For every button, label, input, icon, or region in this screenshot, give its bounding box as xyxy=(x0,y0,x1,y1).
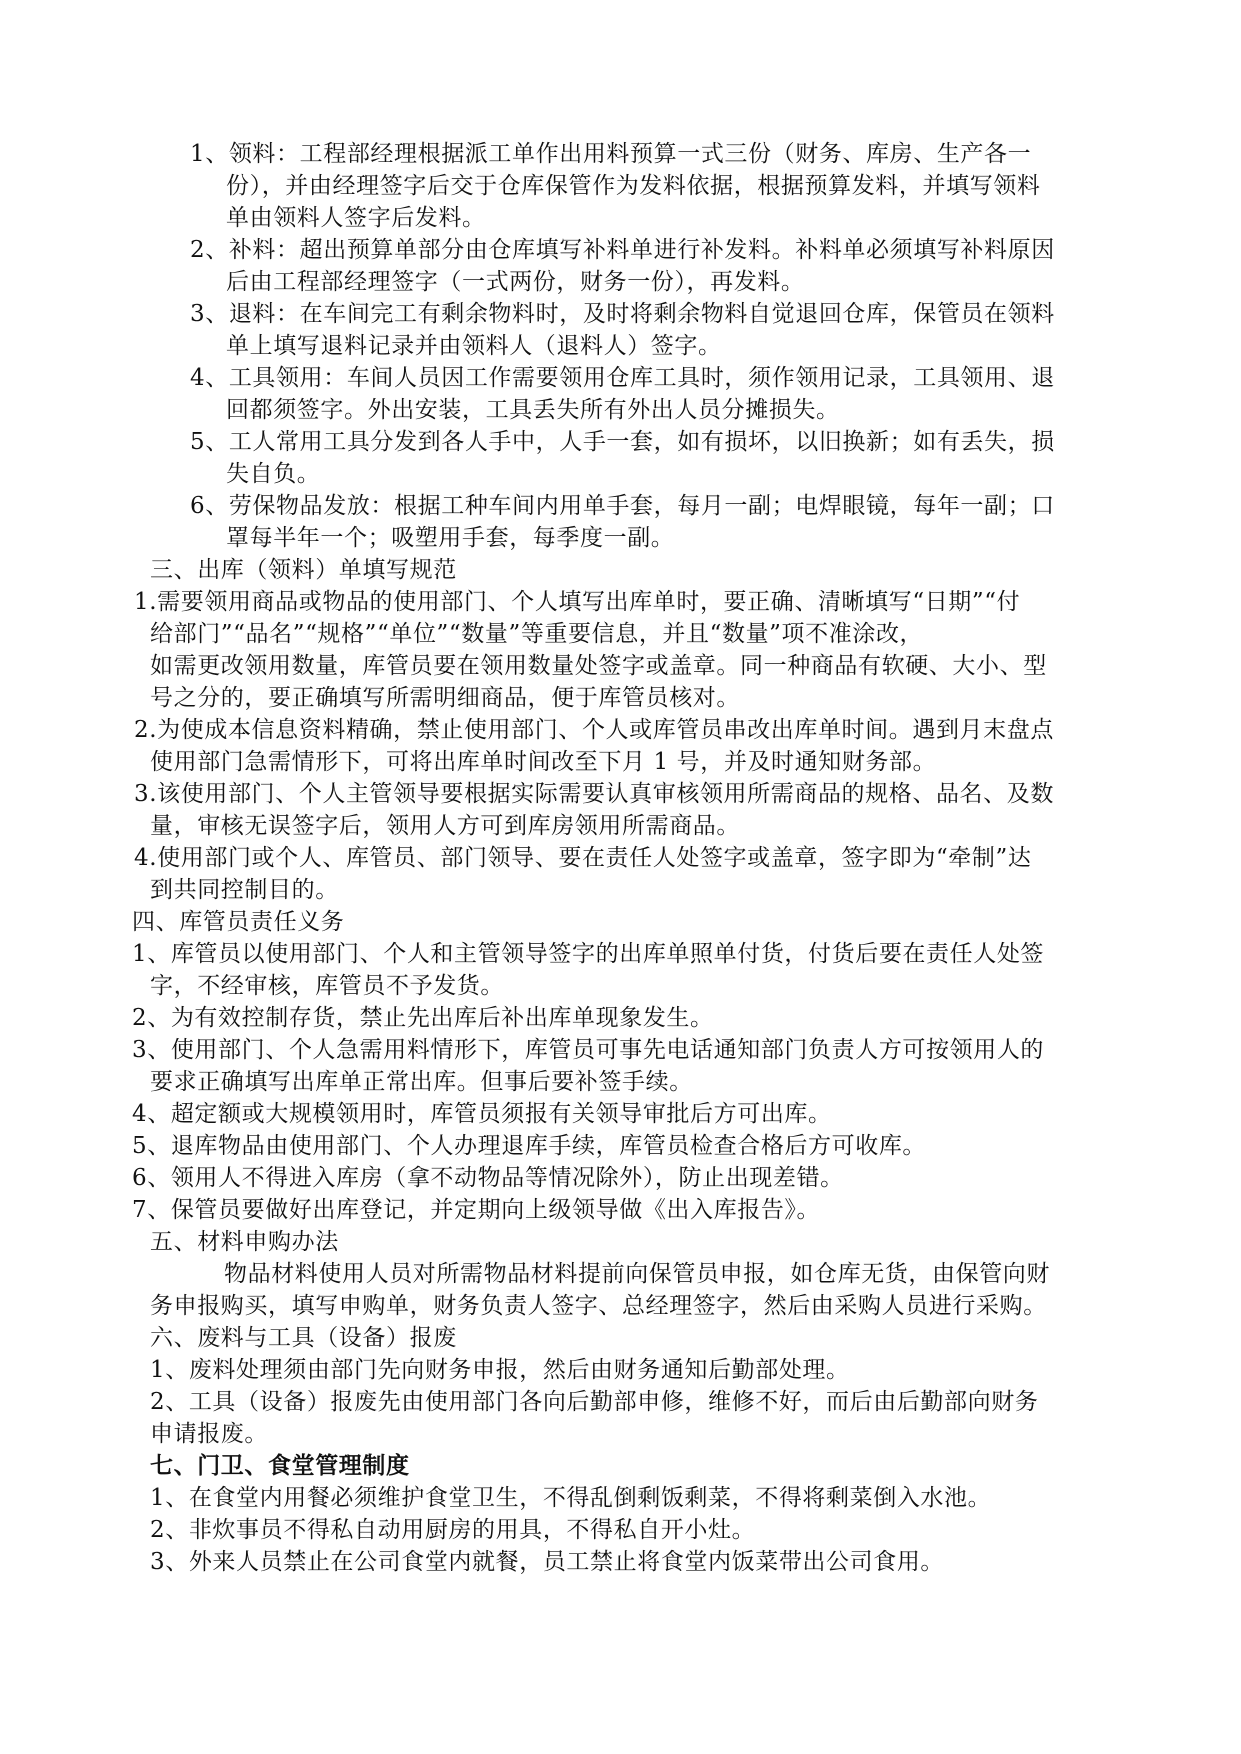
text-line: 3、外来人员禁止在公司食堂内就餐，员工禁止将食堂内饭菜带出公司食用。 xyxy=(150,1549,945,1575)
text-line: 3.该使用部门、个人主管领导要根据实际需要认真审核领用所需商品的规格、品名、及数 xyxy=(134,781,1054,807)
text-line: 2、工具（设备）报废先由使用部门各向后勤部申修，维修不好，而后由后勤部向财务 xyxy=(150,1389,1039,1415)
text-line: 7、保管员要做好出库登记，并定期向上级领导做《出入库报告》。 xyxy=(132,1197,821,1223)
text-line: 1、在食堂内用餐必须维护食堂卫生，不得乱倒剩饭剩菜，不得将剩菜倒入水池。 xyxy=(150,1485,992,1511)
text-line: 回都须签字。外出安装，工具丢失所有外出人员分摊损失。 xyxy=(226,397,840,423)
text-line: 号之分的，要正确填写所需明细商品，便于库管员核对。 xyxy=(150,685,740,711)
text-line: 物品材料使用人员对所需物品材料提前向保管员申报，如仓库无货，由保管向财 xyxy=(224,1261,1050,1287)
text-line: 3、使用部门、个人急需用料情形下，库管员可事先电话通知部门负责人方可按领用人的 xyxy=(132,1037,1045,1063)
section-heading: 五、材料申购办法 xyxy=(150,1229,339,1255)
section-heading: 六、废料与工具（设备）报废 xyxy=(150,1325,457,1351)
text-line: 失自负。 xyxy=(226,461,321,487)
text-line: 使用部门急需情形下，可将出库单时间改至下月 1 号，并及时通知财务部。 xyxy=(150,749,937,775)
text-line: 到共同控制目的。 xyxy=(150,877,339,903)
section-heading: 三、出库（领料）单填写规范 xyxy=(150,557,457,583)
text-line: 2、补料：超出预算单部分由仓库填写补料单进行补发料。补料单必须填写补料原因 xyxy=(190,237,1055,263)
text-line: 1、领料：工程部经理根据派工单作出用料预算一式三份（财务、库房、生产各一 xyxy=(190,141,1032,167)
text-line: 2、非炊事员不得私自动用厨房的用具，不得私自开小灶。 xyxy=(150,1517,756,1543)
text-line: 单上填写退料记录并由领料人（退料人）签字。 xyxy=(226,333,722,359)
text-line: 6、领用人不得进入库房（拿不动物品等情况除外），防止出现差错。 xyxy=(132,1165,844,1191)
text-line: 3、退料：在车间完工有剩余物料时，及时将剩余物料自觉退回仓库，保管员在领料 xyxy=(190,301,1055,327)
text-line: 如需更改领用数量，库管员要在领用数量处签字或盖章。同一种商品有软硬、大小、型 xyxy=(150,653,1047,679)
text-line: 5、退库物品由使用部门、个人办理退库手续，库管员检查合格后方可收库。 xyxy=(132,1133,927,1159)
text-line: 务申报购买，填写申购单，财务负责人签字、总经理签字，然后由采购人员进行采购。 xyxy=(150,1293,1047,1319)
text-line: 5、工人常用工具分发到各人手中，人手一套，如有损坏，以旧换新；如有丢失，损 xyxy=(190,429,1055,455)
text-line: 份），并由经理签字后交于仓库保管作为发料依据，根据预算发料，并填写领料 xyxy=(226,173,1041,199)
section-heading: 四、库管员责任义务 xyxy=(132,909,345,935)
text-line: 申请报废。 xyxy=(150,1421,268,1447)
text-line: 2.为使成本信息资料精确，禁止使用部门、个人或库管员串改出库单时间。遇到月末盘点 xyxy=(134,717,1054,743)
text-line: 量，审核无误签字后，领用人方可到库房领用所需商品。 xyxy=(150,813,740,839)
text-line: 2、为有效控制存货，禁止先出库后补出库单现象发生。 xyxy=(132,1005,714,1031)
text-line: 6、劳保物品发放：根据工种车间内用单手套，每月一副；电焊眼镜，每年一副；口 xyxy=(190,493,1055,519)
text-line: 4、工具领用：车间人员因工作需要领用仓库工具时，须作领用记录，工具领用、退 xyxy=(190,365,1055,391)
text-line: 4、超定额或大规模领用时，库管员须报有关领导审批后方可出库。 xyxy=(132,1101,832,1127)
text-line: 1、库管员以使用部门、个人和主管领导签字的出库单照单付货，付货后要在责任人处签 xyxy=(132,941,1045,967)
text-line: 给部门”“品名”“规格”“单位”“数量”等重要信息，并且“数量”项不准涂改， xyxy=(150,621,924,647)
text-line: 字，不经审核，库管员不予发货。 xyxy=(150,973,504,999)
text-line: 1、废料处理须由部门先向财务申报，然后由财务通知后勤部处理。 xyxy=(150,1357,850,1383)
text-line: 后由工程部经理签字（一式两份，财务一份），再发料。 xyxy=(226,269,805,295)
text-line: 罩每半年一个；吸塑用手套，每季度一副。 xyxy=(226,525,675,551)
text-line: 4.使用部门或个人、库管员、部门领导、要在责任人处签字或盖章，签字即为“牵制”达 xyxy=(134,845,1032,871)
text-line: 单由领料人签字后发料。 xyxy=(226,205,486,231)
text-line: 要求正确填写出库单正常出库。但事后要补签手续。 xyxy=(150,1069,693,1095)
section-heading: 七、门卫、食堂管理制度 xyxy=(150,1452,410,1479)
text-line: 1.需要领用商品或物品的使用部门、个人填写出库单时，要正确、清晰填写“日期”“付 xyxy=(134,589,1021,615)
